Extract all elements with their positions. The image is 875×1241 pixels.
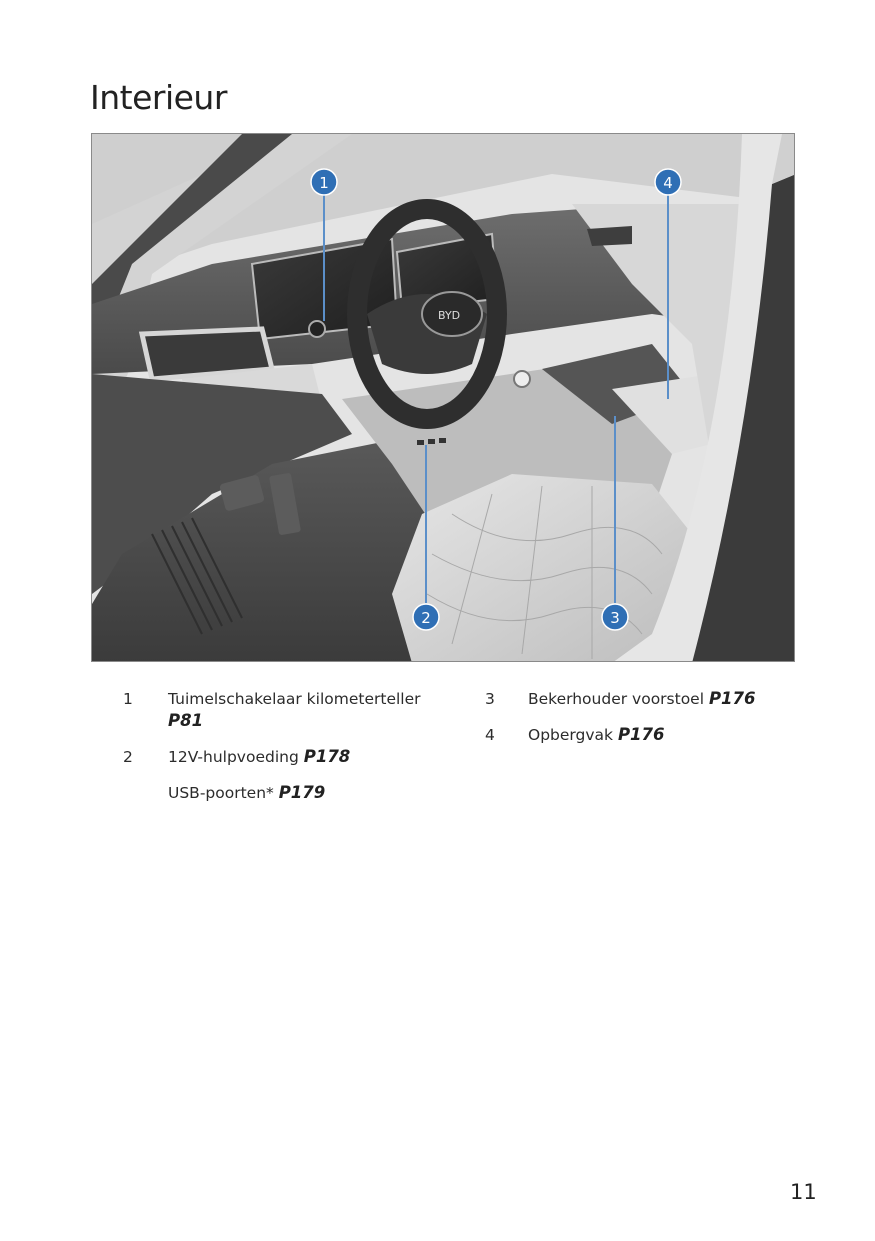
- page-reference-link[interactable]: P179: [278, 783, 326, 802]
- callout-2: [413, 604, 439, 630]
- page-reference-link[interactable]: P176: [617, 725, 665, 744]
- legend-number: 3: [485, 690, 495, 708]
- callout-3: [602, 604, 628, 630]
- legend-text: [168, 688, 438, 732]
- legend-right: [485, 688, 785, 760]
- legend-label: Opbergvak: [528, 726, 614, 744]
- steering-logo: BYD: [438, 309, 461, 322]
- page-title: Interieur: [90, 78, 227, 117]
- page-number: 11: [790, 1180, 817, 1204]
- legend-item: [123, 688, 443, 732]
- legend-item: [123, 746, 443, 768]
- legend-item: [485, 688, 785, 710]
- gear-selector: [514, 371, 530, 387]
- legend-number: 4: [485, 726, 495, 744]
- callout-4: [655, 169, 681, 195]
- legend-label: Tuimelschakelaar kilometerteller: [168, 690, 421, 708]
- legend-label: USB-poorten*: [168, 784, 274, 802]
- legend-label: Bekerhouder voorstoel: [528, 690, 705, 708]
- legend-label: 12V-hulpvoeding: [168, 748, 299, 766]
- interior-illustration: [91, 133, 795, 662]
- legend-text: [168, 782, 438, 804]
- page-reference-link[interactable]: P176: [708, 689, 756, 708]
- legend-text: [528, 688, 788, 710]
- legend-text: [168, 746, 438, 768]
- legend-number: 1: [123, 690, 133, 708]
- svg-text:1: 1: [319, 174, 329, 192]
- door-handle: [587, 226, 632, 246]
- callout-1: [311, 169, 337, 195]
- page-reference-link[interactable]: P81: [168, 711, 204, 730]
- legend-item: [123, 782, 443, 804]
- svg-text:3: 3: [610, 609, 620, 627]
- odometer-rocker-switch: [309, 321, 325, 337]
- page-reference-link[interactable]: P178: [303, 747, 351, 766]
- legend-text: [528, 724, 788, 746]
- svg-text:4: 4: [663, 174, 673, 192]
- legend-left: [123, 688, 443, 818]
- svg-text:2: 2: [421, 609, 431, 627]
- legend-number: 2: [123, 748, 133, 766]
- legend-item: [485, 724, 785, 746]
